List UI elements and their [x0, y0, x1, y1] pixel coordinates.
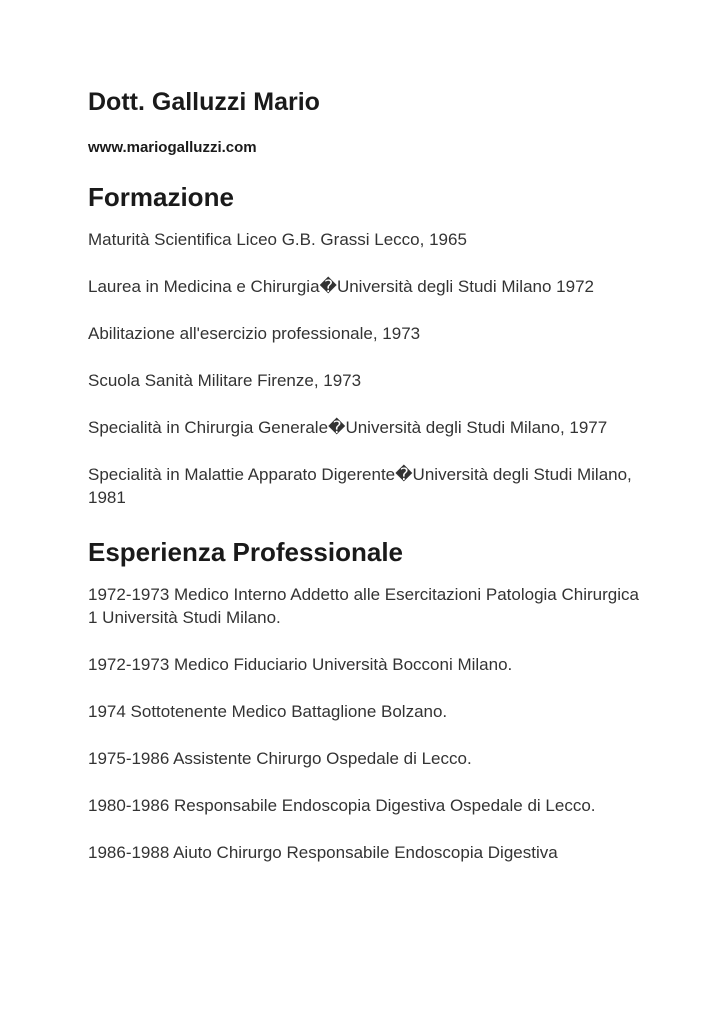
- formazione-item: Maturità Scientifica Liceo G.B. Grassi Lecco, 1965: [88, 230, 467, 249]
- formazione-item: Specialità in Malattie Apparato Digerente�Università degli Studi Milano, 1981: [88, 465, 632, 507]
- esperienza-item: 1986-1988 Aiuto Chirurgo Responsabile Endoscopia Digestiva: [88, 843, 558, 862]
- formazione-list: [88, 228, 648, 509]
- section-title-esperienza: Esperienza Professionale: [88, 537, 404, 567]
- esperienza-item: 1975-1986 Assistente Chirurgo Ospedale di Lecco.: [88, 749, 472, 768]
- esperienza-item: 1980-1986 Responsabile Endoscopia Digestiva Ospedale di Lecco.: [88, 796, 596, 815]
- doctor-name: Dott. Galluzzi Mario: [88, 88, 320, 116]
- formazione-item: Laurea in Medicina e Chirurgia�Università degli Studi Milano 1972: [88, 277, 594, 296]
- formazione-item: Specialità in Chirurgia Generale�Università degli Studi Milano, 1977: [88, 418, 608, 437]
- website-link[interactable]: www.mariogalluzzi.com: [88, 139, 257, 156]
- formazione-item: Abilitazione all'esercizio professionale, 1973: [88, 324, 421, 343]
- esperienza-list: [88, 583, 648, 864]
- esperienza-item: 1972-1973 Medico Fiduciario Università Bocconi Milano.: [88, 655, 513, 674]
- document-page: [88, 82, 648, 864]
- formazione-item: Scuola Sanità Militare Firenze, 1973: [88, 371, 362, 390]
- esperienza-item: 1974 Sottotenente Medico Battaglione Bolzano.: [88, 702, 448, 721]
- section-title-formazione: Formazione: [88, 182, 234, 212]
- esperienza-item: 1972-1973 Medico Interno Addetto alle Esercitazioni Patologia Chirurgica 1 Università Studi Milano.: [88, 585, 639, 627]
